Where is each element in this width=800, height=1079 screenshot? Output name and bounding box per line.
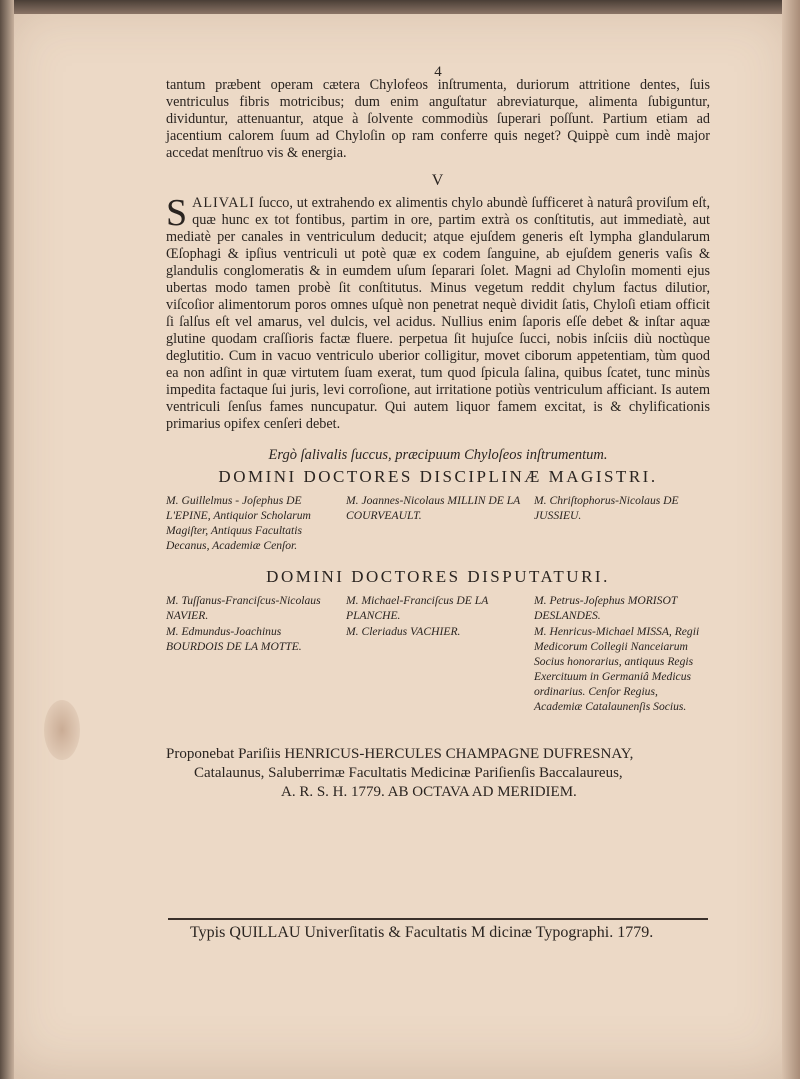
magistri-col-1 — [166, 493, 346, 554]
proponebat-line-2: Catalaunus, Saluberrimæ Facultatis Medicinæ Pariſienſis Baccalaureus, — [194, 765, 623, 781]
name-entry: M. Tuſſanus-Franciſcus-Nicolaus NAVIER. — [166, 594, 321, 622]
magistri-list — [166, 493, 710, 554]
page-right-edge — [782, 0, 800, 1079]
magistri-col-2 — [346, 493, 534, 554]
disputaturi-col-3 — [534, 593, 710, 715]
footer-rule — [168, 918, 708, 920]
paper-stain — [44, 700, 80, 760]
name-entry: M. Chriſtophorus-Nicolaus DE JUSSIEU. — [534, 494, 679, 522]
binding-top-edge — [0, 0, 800, 14]
name-entry: M. Michael-Franciſcus DE LA PLANCHE. — [346, 594, 489, 622]
name-entry: M. Guillelmus - Joſephus DE L'EPINE, Antiquior Scholarum Magiſter, Antiquus Facultatis Decanus, Academiæ Cenſor. — [166, 494, 311, 552]
proponebat-line-1: Proponebat Pariſiis HENRICUS-HERCULES CHAMPAGNE DUFRESNAY, — [166, 746, 634, 762]
printer-imprint: Typis QUILLAU Univerſitatis & Facultatis M dicinæ Typographi. 1779. — [190, 924, 654, 941]
binding-left-edge — [0, 0, 14, 1079]
drop-cap: S — [166, 192, 188, 234]
paragraph-2-text: ſucco, ut extrahendo ex alimentis chylo abundè ſufficeret à naturâ proviſum eſt, quæ hunc ex tot fontibus, partim in ore, partim extrà os conſtitutis, aut immediatè, aut mediatè per canales in ventriculum deducit; atque ejuſdem generis eſt lympha glandularum Œſophagi & ipſius ventriculi ut potè quæ ex codem ſanguine, ab ejuſdem generis vaſis & glandulis conglomeratis & in eumdem uſum ſeparari ſolet. Magni ad Chyloſin momenti ejus ubertas modo tamen probè ſit conſtitutus. Minus vegetum reddit chylum factus dilutior, viſcoſior alimentorum poros omnes uſquè non penetrat nequè dividit ſatis, Chyloſi etiam officit ſi ſalſus eſt vel amarus, vel dulcis, vel acidus. Nullius enim ſaporis eſſe debet & inſtar aquæ glutine quodam craſſioris factæ fluere. perpetua ſit hujuſce ſucci, nobis inſciis diù noctùque deglutitio. Cum in vacuo ventriculo uberior colligitur, movet ciborum appetentiam, tùm quod ea non adſint in quæ virtutem ſuam exerat, tum quod ſpicula ſalina, quibus ſcatet, tunc minùs impedita factaque ſui juris, levi corroſione, aut irritatione potiùs ventriculum afficiant. Is autem ventriculi ſenſus fames nuncupatur. Qui autem liquor famem excitat, is & chylificationis primarius opifex cenſeri debet. — [166, 195, 710, 432]
heading-magistri: DOMINI DOCTORES DISCIPLINÆ MAGISTRI. — [218, 467, 658, 486]
name-entry: M. Edmundus-Joachinus BOURDOIS DE LA MOTTE. — [166, 625, 302, 653]
heading-disputaturi: DOMINI DOCTORES DISPUTATURI. — [266, 567, 610, 586]
proponebat-block — [166, 745, 710, 802]
page-number: 4 — [434, 64, 442, 80]
name-entry: M. Joannes-Nicolaus MILLIN DE LA COURVEAULT. — [346, 494, 521, 522]
magistri-col-3 — [534, 493, 710, 554]
name-entry: M. Henricus-Michael MISSA, Regii Medicorum Collegii Nanceiarum Socius honorarius, antiquus Regis Exercituum in Germaniâ Medicus ordinarius. Cenſor Regius, Academiæ Catalaunenſis Socius. — [534, 625, 700, 713]
section-mark: V — [431, 172, 445, 189]
text-body — [166, 64, 710, 802]
disputaturi-list — [166, 593, 710, 715]
conclusion: Ergò ſalivalis ſuccus, præcipuum Chyloſeos inſtrumentum. — [268, 447, 608, 463]
lead-word: ALIVALI — [192, 195, 255, 211]
name-entry: M. Cleriadus VACHIER. — [346, 625, 461, 638]
disputaturi-col-1 — [166, 593, 346, 715]
paragraph-1: tantum præbent operam cætera Chylofeos inſtrumenta, duriorum attritione dentes, ſuis ventriculus fibris motricibus; dum enim anguſtatur abreviaturque, alimenta ſubiguntur, dividuntur, attenuantur, atque à ſolvente commodiùs ſuperari poſſunt. Partium etiam ad jacentium calorem ſuum ad Chyloſin op ram conferre quis neget? Quippè cum indè major accedat menſtruo vis & energia. — [166, 77, 710, 161]
disputaturi-col-2 — [346, 593, 534, 715]
proponebat-line-3: A. R. S. H. 1779. AB OCTAVA AD MERIDIEM. — [281, 784, 577, 800]
name-entry: M. Petrus-Joſephus MORISOT DESLANDES. — [534, 594, 678, 622]
paragraph-2 — [166, 192, 710, 433]
